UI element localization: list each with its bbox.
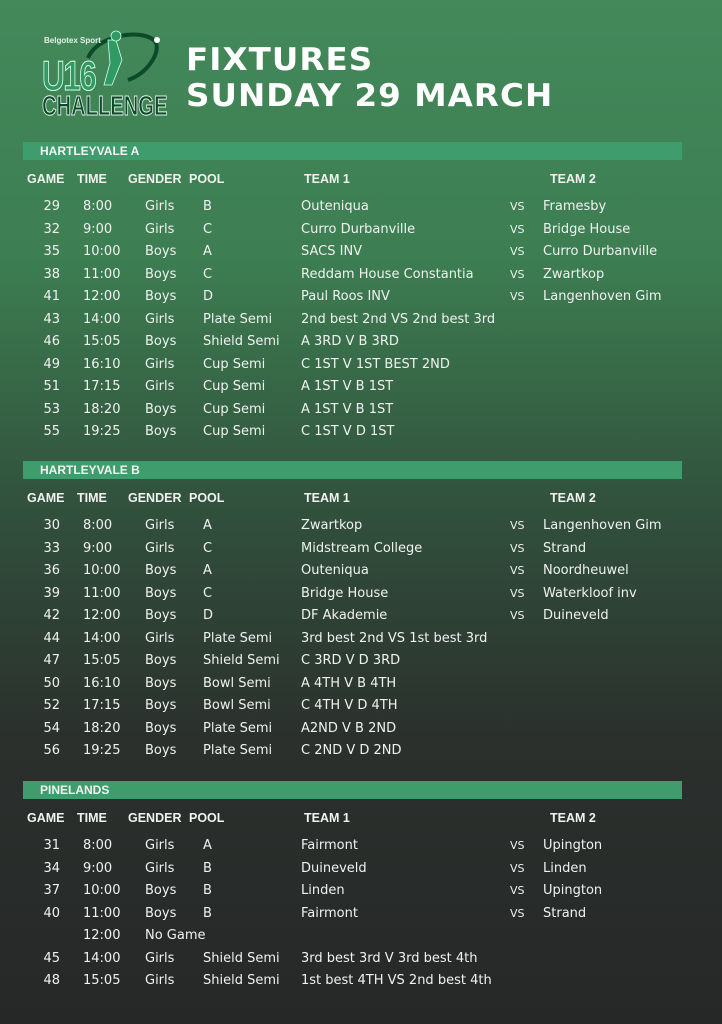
cell-team1: Linden	[301, 883, 345, 898]
fixture-row	[0, 653, 722, 676]
cell-pool: B	[203, 860, 212, 876]
fixture-row	[0, 267, 722, 290]
page-title	[186, 42, 553, 114]
cell-team1: Curro Durbanville	[301, 221, 416, 237]
cell-gender: Girls	[145, 950, 175, 966]
cell-gender: Girls	[145, 540, 175, 556]
column-header-gender: GENDER	[128, 172, 182, 186]
cell-vs: VS	[510, 906, 525, 920]
fixture-row	[0, 518, 722, 541]
cell-gender: Boys	[145, 905, 177, 921]
cell-game: 38	[43, 266, 60, 282]
logo-brand: Belgotex Sport	[44, 36, 101, 45]
cell-team1: 3rd best 3rd V 3rd best 4th	[301, 950, 478, 966]
cell-gender: Boys	[145, 743, 177, 758]
fixture-row	[0, 631, 722, 654]
column-header-game: GAME	[27, 491, 65, 505]
cell-gender: Girls	[145, 838, 175, 853]
cell-team1: A2ND V B 2ND	[301, 720, 397, 736]
cell-team1: A 1ST V B 1ST	[301, 379, 394, 394]
cell-vs: VS	[510, 290, 525, 303]
cell-pool: Cup Semi	[203, 424, 266, 439]
cell-game: 31	[43, 838, 60, 853]
column-header-team1: TEAM 1	[304, 491, 350, 505]
cell-pool: A	[203, 518, 212, 533]
cell-gender: Girls	[145, 973, 175, 988]
cell-team2: Strand	[543, 540, 587, 556]
cell-game: 44	[43, 630, 60, 646]
cell-vs: VS	[510, 222, 525, 236]
cell-time: 12:00	[83, 608, 121, 623]
cell-time: 11:00	[83, 585, 121, 601]
fixture-row	[0, 402, 722, 425]
column-header-pool: POOL	[189, 172, 225, 186]
cell-time: 10:00	[83, 244, 121, 259]
cell-vs: VS	[510, 564, 525, 577]
cell-game: 56	[43, 743, 60, 758]
cell-team2: Duineveld	[543, 608, 609, 623]
cell-time: 11:00	[83, 905, 121, 921]
cell-time: 10:00	[83, 563, 121, 578]
fixture-row	[0, 424, 722, 447]
cell-time: 17:15	[83, 379, 121, 394]
column-header-gender: GENDER	[128, 811, 182, 825]
fixture-row	[0, 312, 722, 335]
cell-team1: Paul Roos INV	[301, 289, 390, 304]
cell-game: 47	[43, 653, 60, 668]
cell-pool: Cup Semi	[203, 401, 266, 417]
column-header-game: GAME	[27, 811, 65, 825]
cell-pool: Shield Semi	[203, 950, 280, 966]
cell-game: 50	[43, 675, 60, 691]
cell-pool: C	[203, 221, 213, 237]
cell-game: 34	[43, 860, 60, 876]
u16-challenge-logo	[38, 28, 168, 123]
cell-team2: Noordheuwel	[543, 563, 629, 578]
cell-pool: Cup Semi	[203, 379, 266, 394]
cell-team2: Langenhoven Gim	[543, 289, 662, 304]
cell-gender: Boys	[145, 334, 177, 349]
cell-pool: Bowl Semi	[203, 675, 271, 691]
cell-time: 14:00	[83, 630, 121, 646]
cell-gender: Girls	[145, 630, 175, 646]
cell-time: 8:00	[83, 838, 113, 853]
cell-team1: Outeniqua	[301, 199, 369, 214]
cell-vs: VS	[510, 884, 525, 897]
cell-time: 18:20	[83, 720, 121, 736]
cell-vs: VS	[510, 519, 525, 532]
cell-gender: Boys	[145, 424, 177, 439]
fixture-row	[0, 586, 722, 609]
cell-team2: Langenhoven Gim	[543, 518, 662, 533]
cell-vs: VS	[510, 586, 525, 600]
column-header-time: TIME	[77, 491, 107, 505]
cell-game: 41	[43, 289, 60, 304]
fixture-row	[0, 563, 722, 586]
cell-team1: Fairmont	[301, 838, 358, 853]
cell-game: 42	[43, 608, 60, 623]
fixture-row	[0, 928, 722, 951]
fixture-row	[0, 289, 722, 312]
fixture-row	[0, 357, 722, 380]
fixture-row	[0, 244, 722, 267]
cell-game: 35	[43, 244, 60, 259]
cell-team2: Strand	[543, 905, 587, 921]
cell-pool: C	[203, 585, 213, 601]
cell-gender: Girls	[145, 379, 175, 394]
column-header-game: GAME	[27, 172, 65, 186]
cell-time: 15:05	[83, 334, 121, 349]
fixture-row	[0, 199, 722, 222]
cell-vs: VS	[510, 200, 525, 213]
cell-game: 46	[43, 334, 60, 349]
cell-gender: Boys	[145, 266, 177, 282]
cell-gender: Boys	[145, 401, 177, 417]
cell-team1: C 1ST V D 1ST	[301, 424, 395, 439]
cell-pool: Plate Semi	[203, 720, 273, 736]
fixture-row	[0, 608, 722, 631]
cell-game: 32	[43, 221, 60, 237]
cell-team1: 1st best 4TH VS 2nd best 4th	[301, 973, 492, 988]
cell-team1: 3rd best 2nd VS 1st best 3rd	[301, 630, 488, 646]
cell-gender: Boys	[145, 244, 177, 259]
cell-pool: Shield Semi	[203, 334, 280, 349]
cell-vs: VS	[510, 267, 525, 281]
cell-pool: A	[203, 244, 212, 259]
fixture-row	[0, 698, 722, 721]
cell-team1: A 3RD V B 3RD	[301, 334, 399, 349]
column-header-pool: POOL	[189, 811, 225, 825]
cell-time: 16:10	[83, 356, 121, 372]
cell-game: 55	[43, 424, 60, 439]
cell-time: 8:00	[83, 518, 113, 533]
cell-game: 29	[43, 199, 60, 214]
cell-gender: Boys	[145, 675, 177, 691]
fixture-row	[0, 541, 722, 564]
cell-gender: Boys	[145, 608, 177, 623]
cell-gender: Girls	[145, 860, 175, 876]
cell-gender: Boys	[145, 883, 177, 898]
cell-team2: Upington	[543, 838, 603, 853]
cell-gender: Boys	[145, 289, 177, 304]
logo-u16: U16	[42, 52, 96, 99]
section-title: PINELANDS	[23, 781, 682, 799]
cell-gender: Girls	[145, 199, 175, 214]
cell-team2: Zwartkop	[543, 266, 605, 282]
cell-time: 19:25	[83, 743, 121, 758]
cell-pool: D	[203, 608, 214, 623]
cell-team1: C 4TH V D 4TH	[301, 698, 398, 713]
cell-gender: Girls	[145, 518, 175, 533]
column-header-time: TIME	[77, 811, 107, 825]
cell-team1: Outeniqua	[301, 563, 369, 578]
cell-vs: VS	[510, 609, 525, 622]
cell-team1: C 3RD V D 3RD	[301, 653, 401, 668]
cell-time: 12:00	[83, 289, 121, 304]
fixture-row	[0, 838, 722, 861]
cell-game: 40	[43, 905, 60, 921]
fixture-row	[0, 222, 722, 245]
cell-game: 33	[43, 540, 60, 556]
cell-vs: VS	[510, 541, 525, 555]
cell-time: 9:00	[83, 540, 113, 556]
cell-time: 19:25	[83, 424, 121, 439]
fixture-row	[0, 883, 722, 906]
cell-pool: Bowl Semi	[203, 698, 271, 713]
fixture-row	[0, 334, 722, 357]
cell-gender: Boys	[145, 698, 177, 713]
cell-pool: Cup Semi	[203, 356, 266, 372]
cell-team1: 2nd best 2nd VS 2nd best 3rd	[301, 311, 496, 327]
cell-team1: DF Akademie	[301, 608, 388, 623]
column-header-time: TIME	[77, 172, 107, 186]
cell-game: 52	[43, 698, 60, 713]
cell-team1: A 4TH V B 4TH	[301, 675, 397, 691]
section-title: HARTLEYVALE B	[23, 461, 682, 479]
cell-team2: Waterkloof inv	[543, 585, 637, 601]
cell-pool: C	[203, 266, 213, 282]
cell-team1: C 1ST V 1ST BEST 2ND	[301, 356, 450, 372]
cell-game: 37	[43, 883, 60, 898]
cell-game: 51	[43, 379, 60, 394]
cell-gender: Girls	[145, 356, 175, 372]
cell-team1: Bridge House	[301, 585, 389, 601]
cell-pool: A	[203, 838, 212, 853]
cell-game: 48	[43, 973, 60, 988]
cell-team1: Reddam House Constantia	[301, 266, 474, 282]
title-line-1: FIXTURES	[186, 42, 374, 78]
cell-gender: Girls	[145, 221, 175, 237]
cell-team1: Duineveld	[301, 860, 367, 876]
cell-pool: D	[203, 289, 214, 304]
cell-pool: A	[203, 563, 212, 578]
cell-time: 14:00	[83, 950, 121, 966]
fixture-row	[0, 973, 722, 996]
cell-team1: SACS INV	[301, 244, 363, 259]
cell-gender: Girls	[145, 311, 175, 327]
cell-pool: Shield Semi	[203, 973, 280, 988]
cell-gender: No Game	[145, 928, 206, 943]
cell-pool: Plate Semi	[203, 743, 273, 758]
cell-time: 16:10	[83, 675, 121, 691]
cell-game: 36	[43, 563, 60, 578]
cell-vs: VS	[510, 861, 525, 875]
cell-pool: Shield Semi	[203, 653, 280, 668]
cell-team1: A 1ST V B 1ST	[301, 401, 394, 417]
cell-game: 30	[43, 518, 60, 533]
cell-pool: B	[203, 199, 212, 214]
column-header-team1: TEAM 1	[304, 172, 350, 186]
cell-team2: Curro Durbanville	[543, 244, 658, 259]
cell-team1: Fairmont	[301, 905, 358, 921]
column-header-team2: TEAM 2	[550, 811, 596, 825]
logo-challenge: CHALLENGE	[42, 90, 168, 121]
fixture-row	[0, 951, 722, 974]
cell-game: 43	[43, 311, 60, 327]
cell-game: 45	[43, 950, 60, 966]
column-header-team1: TEAM 1	[304, 811, 350, 825]
cell-game: 53	[43, 401, 60, 417]
cell-gender: Boys	[145, 653, 177, 668]
cell-team1: C 2ND V D 2ND	[301, 743, 402, 758]
cell-gender: Boys	[145, 563, 177, 578]
cell-time: 14:00	[83, 311, 121, 327]
fixture-row	[0, 861, 722, 884]
cell-vs: VS	[510, 245, 525, 258]
cell-time: 15:05	[83, 653, 121, 668]
cell-pool: B	[203, 905, 212, 921]
cell-time: 15:05	[83, 973, 121, 988]
fixture-row	[0, 906, 722, 929]
cell-pool: C	[203, 540, 213, 556]
cell-game: 49	[43, 356, 60, 372]
section-title: HARTLEYVALE A	[23, 142, 682, 160]
cell-team2: Linden	[543, 860, 587, 876]
column-header-team2: TEAM 2	[550, 491, 596, 505]
cell-pool: Plate Semi	[203, 630, 273, 646]
fixture-row	[0, 676, 722, 699]
cell-pool: B	[203, 883, 212, 898]
fixture-row	[0, 743, 722, 766]
cell-pool: Plate Semi	[203, 311, 273, 327]
cell-vs: VS	[510, 839, 525, 852]
cell-time: 17:15	[83, 698, 121, 713]
cell-gender: Boys	[145, 720, 177, 736]
cell-team1: Zwartkop	[301, 518, 363, 533]
column-header-team2: TEAM 2	[550, 172, 596, 186]
fixture-row	[0, 721, 722, 744]
cell-time: 9:00	[83, 221, 113, 237]
cell-game: 39	[43, 585, 60, 601]
cell-team1: Midstream College	[301, 540, 423, 556]
cell-time: 11:00	[83, 266, 121, 282]
cell-gender: Boys	[145, 585, 177, 601]
cell-team2: Upington	[543, 883, 603, 898]
cell-time: 9:00	[83, 860, 113, 876]
cell-time: 12:00	[83, 928, 121, 943]
cell-team2: Bridge House	[543, 221, 631, 237]
cell-time: 10:00	[83, 883, 121, 898]
title-line-2: SUNDAY 29 MARCH	[186, 78, 554, 114]
cell-game: 54	[43, 720, 60, 736]
cell-team2: Framesby	[543, 199, 607, 214]
cell-time: 8:00	[83, 199, 113, 214]
column-header-pool: POOL	[189, 491, 225, 505]
cell-time: 18:20	[83, 401, 121, 417]
fixture-row	[0, 379, 722, 402]
column-header-gender: GENDER	[128, 491, 182, 505]
